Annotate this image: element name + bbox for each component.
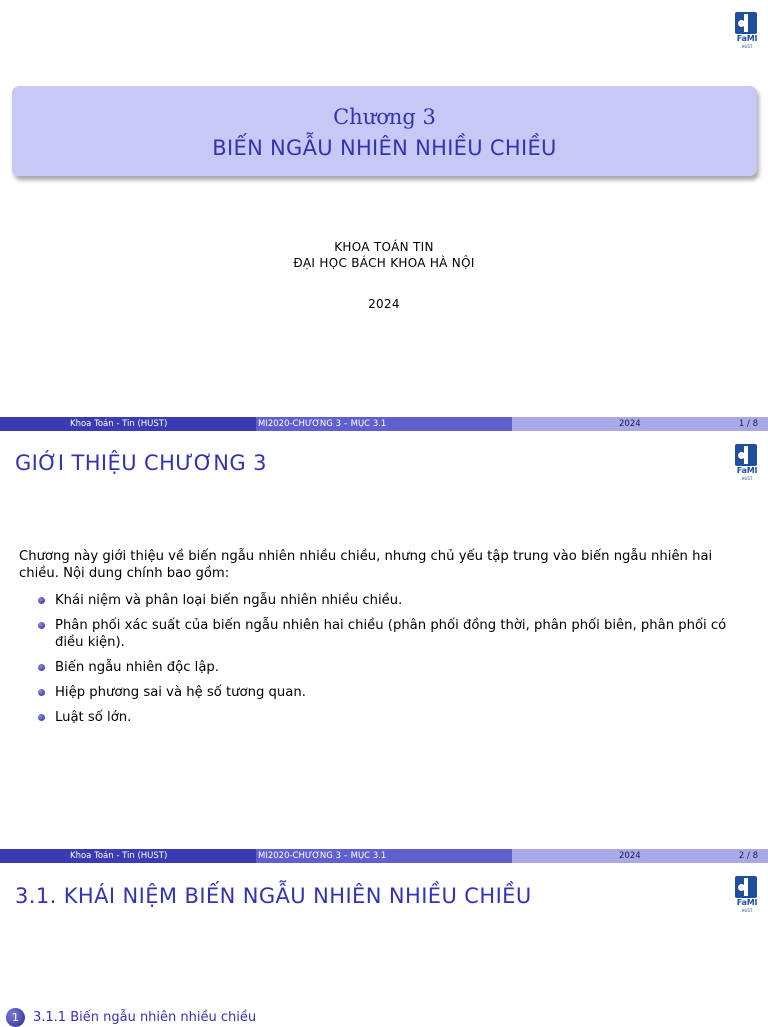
- content-list: [38, 592, 754, 734]
- fami-logo: [734, 12, 760, 52]
- footer-year: 2024: [619, 419, 641, 429]
- fami-logo-icon: [735, 444, 757, 466]
- institute-line-1: KHOA TOÁN TIN: [334, 240, 434, 254]
- logo-subtext: HUST: [741, 44, 753, 49]
- list-item: Luật số lớn.: [38, 709, 754, 726]
- slide-footer: [0, 849, 768, 863]
- fami-logo-icon: [735, 876, 757, 898]
- list-item: Hiệp phương sai và hệ số tương quan.: [38, 684, 754, 701]
- footer-course: MI2020-CHƯƠNG 3 – MỤC 3.1: [258, 419, 387, 429]
- fami-logo: [734, 444, 760, 484]
- title-block: [12, 86, 757, 176]
- toc-number-badge: 1: [6, 1008, 25, 1027]
- chapter-label: Chương 3: [333, 105, 436, 129]
- fami-logo-icon: [735, 12, 757, 34]
- slide-footer: [0, 417, 768, 431]
- footer-page-number: 2 / 8: [738, 851, 758, 861]
- logo-subtext: HUST: [741, 908, 753, 913]
- logo-subtext: HUST: [741, 476, 753, 481]
- footer-year: 2024: [619, 851, 641, 861]
- list-item: Khái niệm và phân loại biến ngẫu nhiên nhiều chiều.: [38, 592, 754, 609]
- list-item: Phân phối xác suất của biến ngẫu nhiên hai chiều (phân phối đồng thời, phân phối biên, phân phối có điều kiện).: [38, 617, 754, 651]
- footer-course: MI2020-CHƯƠNG 3 – MỤC 3.1: [258, 851, 387, 861]
- footer-author: Khoa Toán - Tin (HUST): [70, 419, 168, 429]
- logo-text: FaMI: [736, 466, 758, 475]
- toc-item[interactable]: [6, 1008, 256, 1027]
- logo-text: FaMI: [736, 34, 758, 43]
- institute-line-2: ĐẠI HỌC BÁCH KHOA HÀ NỘI: [293, 256, 475, 270]
- toc-item-label: 3.1.1 Biến ngẫu nhiên nhiều chiều: [33, 1010, 257, 1025]
- fami-logo: [734, 876, 760, 916]
- frame-title: GIỚI THIỆU CHƯƠNG 3: [15, 451, 267, 475]
- list-item: Biến ngẫu nhiên độc lập.: [38, 659, 754, 676]
- footer-page-number: 1 / 8: [738, 419, 758, 429]
- intro-paragraph: Chương này giới thiệu về biến ngẫu nhiên nhiều chiều, nhưng chủ yếu tập trung vào biến ngẫu nhiên hai chiều. Nội dung chính bao gồm:: [19, 549, 713, 581]
- chapter-title: BIẾN NGẪU NHIÊN NHIỀU CHIỀU: [212, 136, 557, 160]
- title-year: 2024: [368, 297, 400, 311]
- footer-author: Khoa Toán - Tin (HUST): [70, 851, 168, 861]
- logo-text: FaMI: [736, 898, 758, 907]
- frame-title: 3.1. KHÁI NIỆM BIẾN NGẪU NHIÊN NHIỀU CHIỀU: [15, 884, 532, 908]
